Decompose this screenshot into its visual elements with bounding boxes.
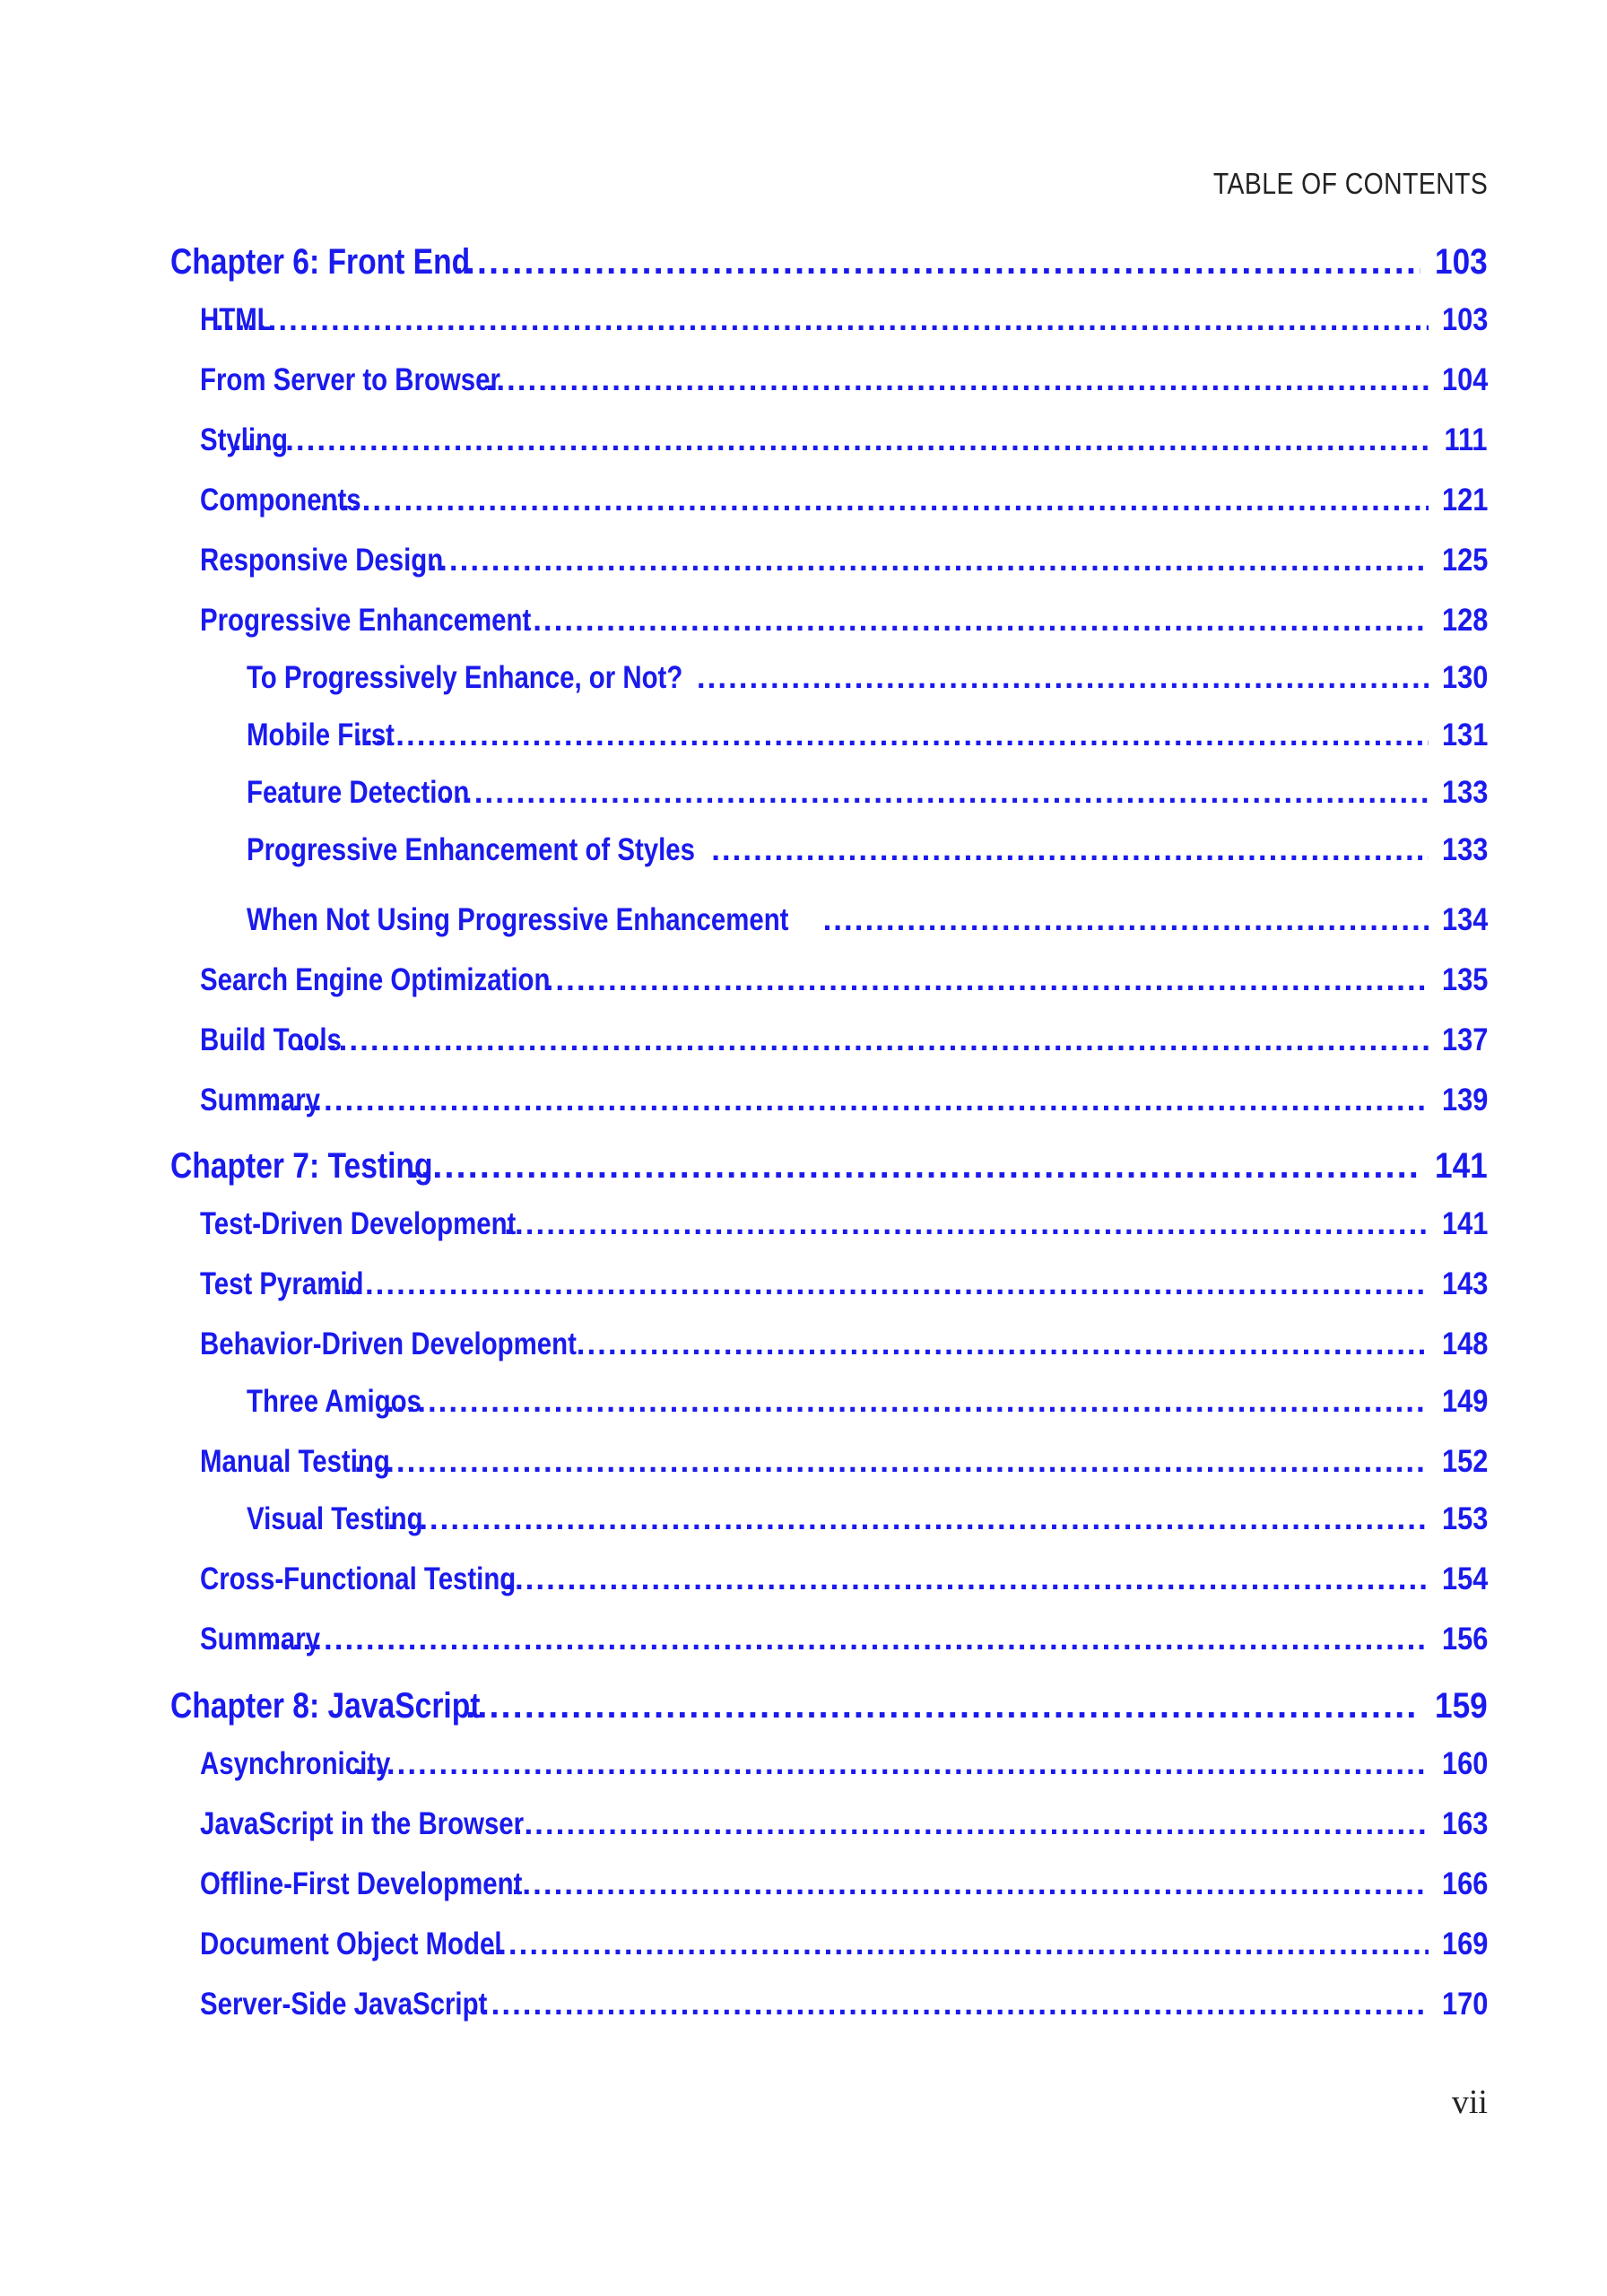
toc-entry-title: Chapter 8: JavaScript — [170, 1686, 481, 1726]
toc-entry-page: 103 — [1441, 302, 1488, 337]
toc-section-entry[interactable] — [0, 543, 1488, 578]
toc-entry-page: 130 — [1441, 660, 1488, 695]
toc-entry-page: 149 — [1441, 1384, 1488, 1419]
toc-entry-page: 166 — [1441, 1866, 1488, 1901]
dot-leader — [454, 242, 1421, 283]
dot-leader — [215, 302, 1429, 338]
toc-section-entry[interactable] — [0, 422, 1488, 458]
toc-entry-page: 169 — [1441, 1926, 1488, 1961]
toc-entry-page: 153 — [1441, 1501, 1488, 1536]
toc-entry-title: Mobile First — [247, 718, 395, 752]
toc-entry-title: Test Pyramid — [200, 1266, 364, 1301]
dot-leader — [512, 1866, 1429, 1902]
dot-leader — [387, 1501, 1429, 1537]
toc-section-entry[interactable] — [0, 1806, 1488, 1842]
toc-section-entry[interactable] — [0, 1746, 1488, 1782]
toc-entry-title: Build Tools — [200, 1022, 342, 1057]
toc-section-entry[interactable] — [0, 1444, 1488, 1480]
toc-chapter-entry[interactable] — [0, 242, 1488, 283]
dot-leader — [465, 1686, 1420, 1726]
toc-entry-page: 131 — [1441, 718, 1488, 752]
toc-section-entry[interactable] — [0, 1987, 1488, 2022]
toc-entry-title: Feature Detection — [247, 775, 470, 810]
toc-entry-page: 139 — [1441, 1083, 1488, 1118]
toc-section-entry[interactable] — [0, 832, 1488, 868]
toc-section-entry[interactable] — [0, 302, 1488, 338]
toc-entry-page: 159 — [1435, 1686, 1488, 1726]
toc-entry-title: From Server to Browser — [200, 362, 500, 397]
toc-entry-page: 133 — [1441, 775, 1488, 810]
dot-leader — [354, 1444, 1429, 1480]
toc-entry-page: 128 — [1441, 603, 1488, 638]
dot-leader — [470, 1987, 1428, 2022]
toc-entry-page: 103 — [1435, 242, 1488, 282]
toc-entry-title: Asynchronicity — [200, 1746, 391, 1781]
toc-entry-title: Progressive Enhancement — [200, 603, 532, 638]
dot-leader — [353, 718, 1428, 753]
toc-entry-title: When Not Using Progressive Enhancement — [247, 902, 789, 937]
dot-leader — [487, 1926, 1428, 1962]
toc-section-entry[interactable] — [0, 1022, 1488, 1058]
toc-entry-title: Three Amigos — [247, 1384, 421, 1419]
dot-leader — [297, 1022, 1429, 1058]
toc-entry-page: 154 — [1441, 1561, 1488, 1596]
toc-entry-title: Behavior-Driven Development — [200, 1326, 577, 1361]
toc-section-entry[interactable] — [0, 1926, 1488, 1962]
dot-leader — [323, 1266, 1429, 1302]
toc-entry-title: Document Object Model — [200, 1926, 502, 1961]
dot-leader — [823, 902, 1429, 938]
toc-entry-title: Offline-First Development — [200, 1866, 523, 1901]
toc-section-entry[interactable] — [0, 1206, 1488, 1242]
toc-entry-title: To Progressively Enhance, or Not? — [247, 660, 683, 695]
page-number: vii — [1451, 2083, 1488, 2121]
dot-leader — [514, 1806, 1429, 1842]
dot-leader — [355, 1746, 1429, 1782]
dot-leader — [418, 543, 1429, 578]
toc-section-entry[interactable] — [0, 1266, 1488, 1302]
toc-section-entry[interactable] — [0, 362, 1488, 398]
toc-entry-page: 104 — [1441, 362, 1488, 397]
dot-leader — [577, 1326, 1429, 1362]
toc-entry-page: 141 — [1435, 1146, 1488, 1186]
toc-entry-page: 134 — [1441, 902, 1488, 937]
toc-entry-page: 143 — [1441, 1266, 1488, 1301]
toc-entry-title: Chapter 6: Front End — [170, 242, 471, 282]
toc-entry-title: Summary — [200, 1622, 321, 1657]
dot-leader — [320, 483, 1429, 518]
dot-leader — [522, 603, 1428, 639]
toc-entry-page: 152 — [1441, 1444, 1488, 1479]
dot-leader — [271, 1083, 1428, 1118]
dot-leader — [409, 1146, 1420, 1187]
toc-entry-title: Server-Side JavaScript — [200, 1987, 488, 2022]
toc-entry-page: 141 — [1441, 1206, 1488, 1241]
toc-section-entry[interactable] — [0, 718, 1488, 753]
toc-section-entry[interactable] — [0, 603, 1488, 639]
toc-section-entry[interactable] — [0, 1083, 1488, 1118]
toc-entry-title: Progressive Enhancement of Styles — [247, 832, 695, 867]
toc-entry-title: Test-Driven Development — [200, 1206, 517, 1241]
toc-entry-page: 135 — [1441, 962, 1488, 997]
dot-leader — [271, 1622, 1428, 1657]
toc-entry-page: 148 — [1441, 1326, 1488, 1361]
toc-section-entry[interactable] — [0, 660, 1488, 696]
toc-entry-title: Manual Testing — [200, 1444, 390, 1479]
toc-section-entry[interactable] — [0, 483, 1488, 518]
toc-entry-title: Visual Testing — [247, 1501, 423, 1536]
toc-entry-title: Search Engine Optimization — [200, 962, 551, 997]
toc-entry-page: 160 — [1441, 1746, 1488, 1781]
toc-entry-title: Components — [200, 483, 361, 517]
toc-section-entry[interactable] — [0, 962, 1488, 998]
toc-section-entry[interactable] — [0, 902, 1488, 938]
toc-section-entry[interactable] — [0, 1326, 1488, 1362]
dot-leader — [504, 1561, 1428, 1597]
dot-leader — [697, 660, 1429, 696]
toc-entry-page: 163 — [1441, 1806, 1488, 1841]
toc-entry-page: 125 — [1441, 543, 1488, 578]
toc-section-entry[interactable] — [0, 1561, 1488, 1597]
toc-entry-title: Summary — [200, 1083, 321, 1118]
toc-chapter-entry[interactable] — [0, 1146, 1488, 1187]
toc-section-entry[interactable] — [0, 1622, 1488, 1657]
dot-leader — [711, 832, 1428, 868]
toc-entry-page: 111 — [1444, 422, 1488, 457]
toc-section-entry[interactable] — [0, 775, 1488, 811]
dot-leader — [386, 1384, 1429, 1420]
dot-leader — [486, 362, 1429, 398]
toc-entry-page: 137 — [1441, 1022, 1488, 1057]
toc-entry-title: Responsive Design — [200, 543, 444, 578]
toc-entry-title: Styling — [200, 422, 289, 457]
toc-entry-title: HTML — [200, 302, 274, 337]
toc-entry-page: 121 — [1441, 483, 1488, 517]
toc-entry-title: Chapter 7: Testing — [170, 1146, 433, 1186]
toc-section-entry[interactable] — [0, 1501, 1488, 1537]
dot-leader — [233, 422, 1432, 458]
toc-entry-page: 170 — [1441, 1987, 1488, 2022]
running-head: TABLE OF CONTENTS — [1212, 167, 1488, 200]
toc-entry-title: JavaScript in the Browser — [200, 1806, 525, 1841]
toc-entry-title: Cross-Functional Testing — [200, 1561, 517, 1596]
dot-leader — [504, 1206, 1428, 1242]
toc-chapter-entry[interactable] — [0, 1686, 1488, 1726]
toc-section-entry[interactable] — [0, 1384, 1488, 1420]
toc-entry-page: 133 — [1441, 832, 1488, 867]
toc-section-entry[interactable] — [0, 1866, 1488, 1902]
toc-entry-page: 156 — [1441, 1622, 1488, 1657]
dot-leader — [443, 775, 1429, 811]
dot-leader — [545, 962, 1429, 998]
